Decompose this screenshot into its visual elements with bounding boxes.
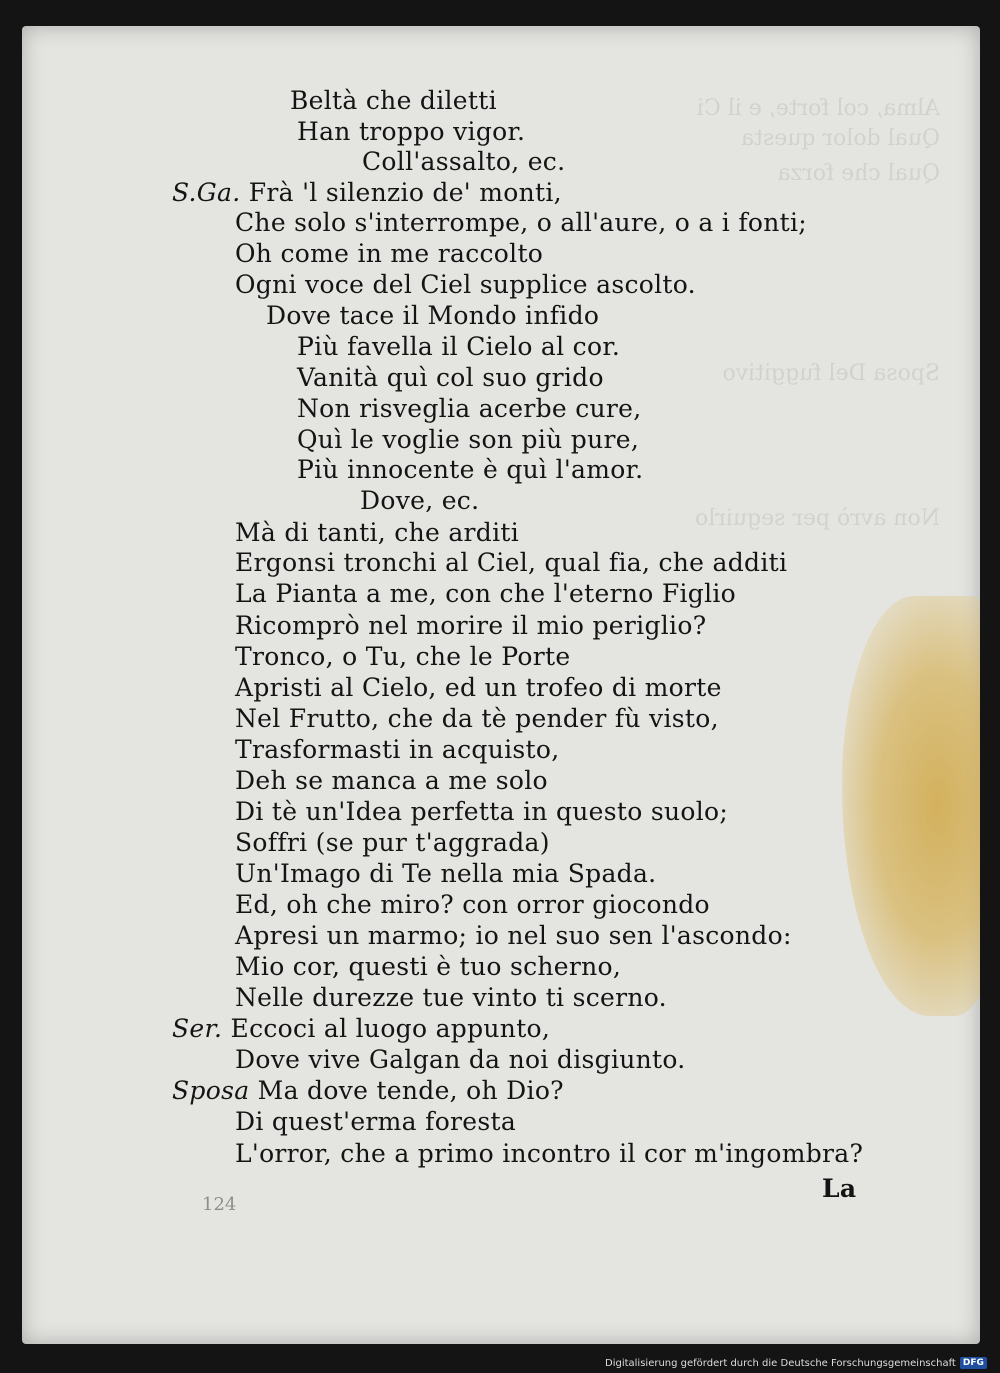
speaker-label: Sposa [172, 1076, 250, 1105]
verse-line: Più innocente è quì l'amor. [297, 455, 644, 484]
verse-line: Beltà che diletti [290, 86, 497, 115]
verse-line: Oh come in me raccolto [235, 239, 544, 268]
verse-line: Che solo s'interrompe, o all'aure, o a i fonti; [235, 208, 808, 237]
footer-text: Digitalisierung gefördert durch die Deutsche Forschungsgemeinschaft [605, 1357, 956, 1369]
verse-line: Di quest'erma foresta [235, 1107, 517, 1136]
page-number: 124 [202, 1194, 237, 1215]
book-page [22, 26, 980, 1344]
verse-line: Apresi un marmo; io nel suo sen l'ascondo: [235, 921, 792, 950]
verse-line: Non risveglia acerbe cure, [297, 394, 642, 423]
dfg-logo-icon: DFG [960, 1357, 987, 1369]
show-through-text: Qual che forza [777, 161, 940, 186]
verse-line: Vanità quì col suo grido [297, 363, 604, 392]
verse-line: Un'Imago di Te nella mia Spada. [235, 859, 657, 888]
verse-line: Dove vive Galgan da noi disgiunto. [235, 1045, 686, 1074]
show-through-text: Alma, col forte, e il Ci [696, 96, 940, 121]
verse-line: Soffri (se pur t'aggrada) [235, 828, 550, 857]
verse-line: Sposa Ma dove tende, oh Dio? [172, 1076, 564, 1105]
speaker-label: S.Ga. [172, 178, 241, 207]
show-through-text: Non avrò per seguirlo [695, 506, 940, 531]
verse-line: Trasformasti in acquisto, [235, 735, 560, 764]
verse-line: S.Ga. Frà 'l silenzio de' monti, [172, 178, 562, 207]
verse-line: Apristi al Cielo, ed un trofeo di morte [235, 673, 722, 702]
verse-line: Ed, oh che miro? con orror giocondo [235, 890, 710, 919]
catchword: La [822, 1174, 857, 1203]
verse-line: Ogni voce del Ciel supplice ascolto. [235, 270, 696, 299]
speaker-label: Ser. [172, 1014, 223, 1043]
footer-credit [605, 1356, 987, 1370]
verse-line: Deh se manca a me solo [235, 766, 548, 795]
verse-line: Mio cor, questi è tuo scherno, [235, 952, 622, 981]
verse-line: Ser. Eccoci al luogo appunto, [172, 1014, 551, 1043]
verse-line: Nelle durezze tue vinto ti scerno. [235, 983, 667, 1012]
verse-line: Nel Frutto, che da tè pender fù visto, [235, 704, 719, 733]
verse-line: Han troppo vigor. [297, 117, 526, 146]
verse-line: Ricomprò nel morire il mio periglio? [235, 611, 707, 640]
verse-line: Di tè un'Idea perfetta in questo suolo; [235, 797, 729, 826]
verse-line: Ergonsi tronchi al Ciel, qual fia, che additi [235, 548, 788, 577]
verse-line: Dove tace il Mondo infido [266, 301, 600, 330]
verse-line: L'orror, che a primo incontro il cor m'ingombra? [235, 1139, 864, 1168]
verse-line: Mà di tanti, che arditi [235, 518, 520, 547]
verse-line: Tronco, o Tu, che le Porte [235, 642, 571, 671]
verse-line: La Pianta a me, con che l'eterno Figlio [235, 579, 737, 608]
verse-line: Dove, ec. [360, 486, 480, 515]
show-through-text: Qual dolor questa [741, 126, 940, 151]
verse-line: Coll'assalto, ec. [362, 147, 566, 176]
verse-line: Quì le voglie son più pure, [297, 425, 640, 454]
water-stain [842, 596, 980, 1016]
show-through-text: Sposa Del fuggitivo [722, 361, 940, 386]
verse-line: Più favella il Cielo al cor. [297, 332, 621, 361]
